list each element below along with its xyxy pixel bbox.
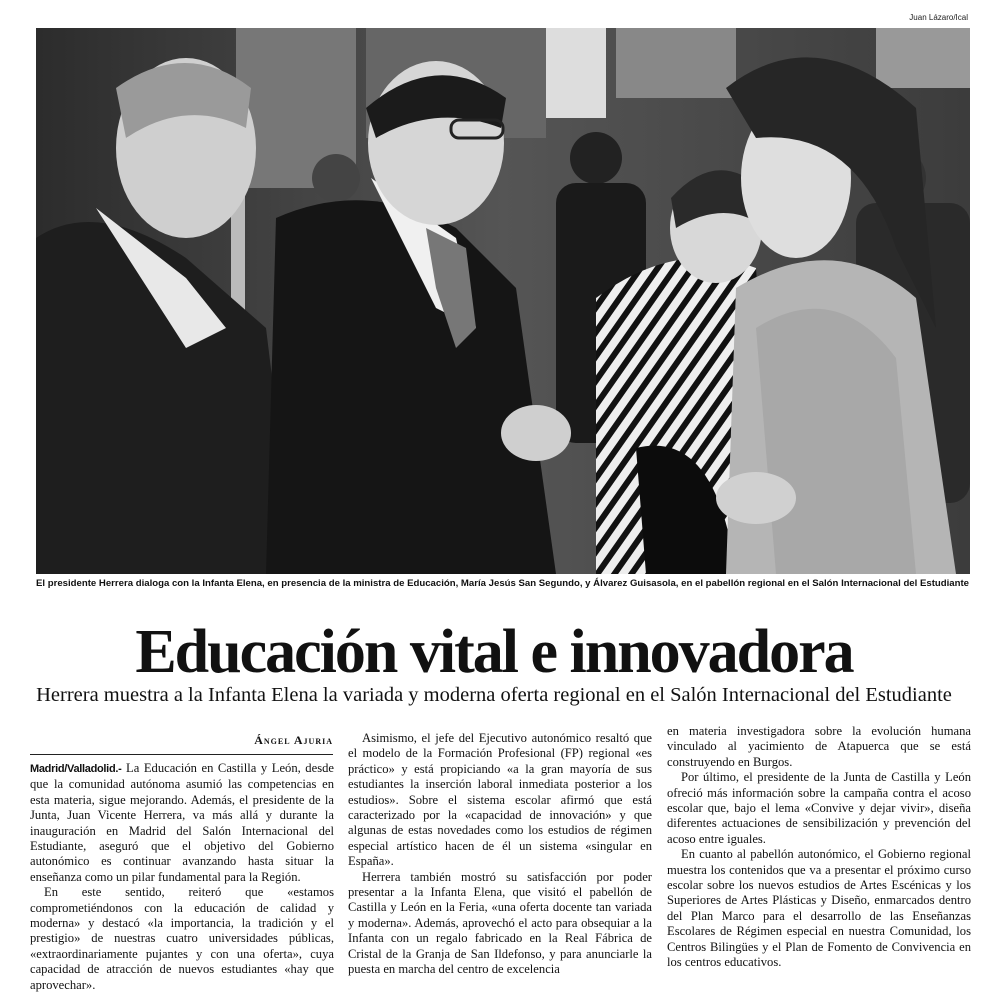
paragraph: Asimismo, el jefe del Ejecutivo autonómico resaltó que el modelo de la Formación Profesional (FP) regional «es práctico» y está propiciando «a la gran mayoría de sus estudiantes la inserción laboral inmediata posterior a los estudios». Sobre el sistema escolar afirmó que está caracterizado por la «capacidad de innovación» y que algunas de estas novedades como los estudios de régimen especial artístico hacen de él un sistema «singular en España».	[348, 731, 652, 869]
paragraph: Por último, el presidente de la Junta de Castilla y León ofreció más información sobre la campaña contra el acoso escolar que, bajo el lema «Convive y dejar vivir», diseña diferentes actuaciones de sensibilización y prevención del acoso entre iguales.	[667, 770, 971, 846]
paragraph-text: La Educación en Castilla y León, desde que la comunidad autónoma asumió las competencias en esta materia, sigue mejorando. Además, el presidente de la Junta, Juan Vicente Herrera, va más allá y durante la inauguración en Madrid del Salón Internacional del Estudiante, aseguró que el objetivo del Gobierno autonómico es continuar avanzando hasta situar la enseñanza como un pilar fundamental para la Región.	[30, 761, 334, 884]
dateline: Madrid/Valladolid.-	[30, 763, 122, 775]
article-column-1	[30, 761, 334, 993]
article-column-2	[348, 731, 652, 978]
photo-illustration	[36, 28, 970, 574]
subheadline: Herrera muestra a la Infanta Elena la variada y moderna oferta regional en el Salón Internacional del Estudiante	[36, 684, 952, 706]
paragraph: En cuanto al pabellón autonómico, el Gobierno regional muestra los contenidos que va a presentar el próximo curso escolar sobre los nuevos estudios de Artes Escénicas y los Superiores de Artes Plásticas y Diseño, enmarcados dentro del Plan Marco para el desarrollo de las Enseñanzas Escolares de Régimen especial en nuestra Comunidad, los Centros Bilingües y el Plan de Fomento de Convivencia en los centros educativos.	[667, 847, 971, 970]
news-photo	[36, 28, 970, 574]
byline-rule	[30, 754, 333, 755]
paragraph	[30, 761, 334, 885]
paragraph: en materia investigadora sobre la evolución humana vinculado al yacimiento de Atapuerca que se está construyendo en Burgos.	[667, 724, 971, 769]
headline: Educación vital e innovadora	[135, 618, 853, 686]
byline: Ángel Ajuria	[254, 733, 333, 747]
photo-credit: Juan Lázaro/Ical	[909, 13, 968, 22]
photo-caption: El presidente Herrera dialoga con la Infanta Elena, en presencia de la ministra de Educación, María Jesús San Segundo, y Álvarez Guisasola, en el pabellón regional en el Salón Internacional del Estudiante	[36, 578, 970, 589]
article-column-3	[667, 724, 971, 971]
paragraph: En este sentido, reiteró que «estamos comprometiéndonos con la educación de calidad y moderna» y destacó «la importancia, la tradición y el prestigio» de nuestras cuatro universidades públicas, «extraordinariamente pujantes y con una oferta», cuya capacidad de atracción de nuevos estudiantes «hay que aprovechar».	[30, 885, 334, 992]
paragraph: Herrera también mostró su satisfacción por poder presentar a la Infanta Elena, que visitó el pabellón de Castilla y León en la Feria, «una oferta docente tan variada y moderna». Además, aprovechó el acto para obsequiar a la Infanta con un regalo fabricado en la Real Fábrica de Cristal de la Granja de San Ildefonso, y para anunciarle la puesta en marcha del centro de excelencia	[348, 869, 652, 977]
